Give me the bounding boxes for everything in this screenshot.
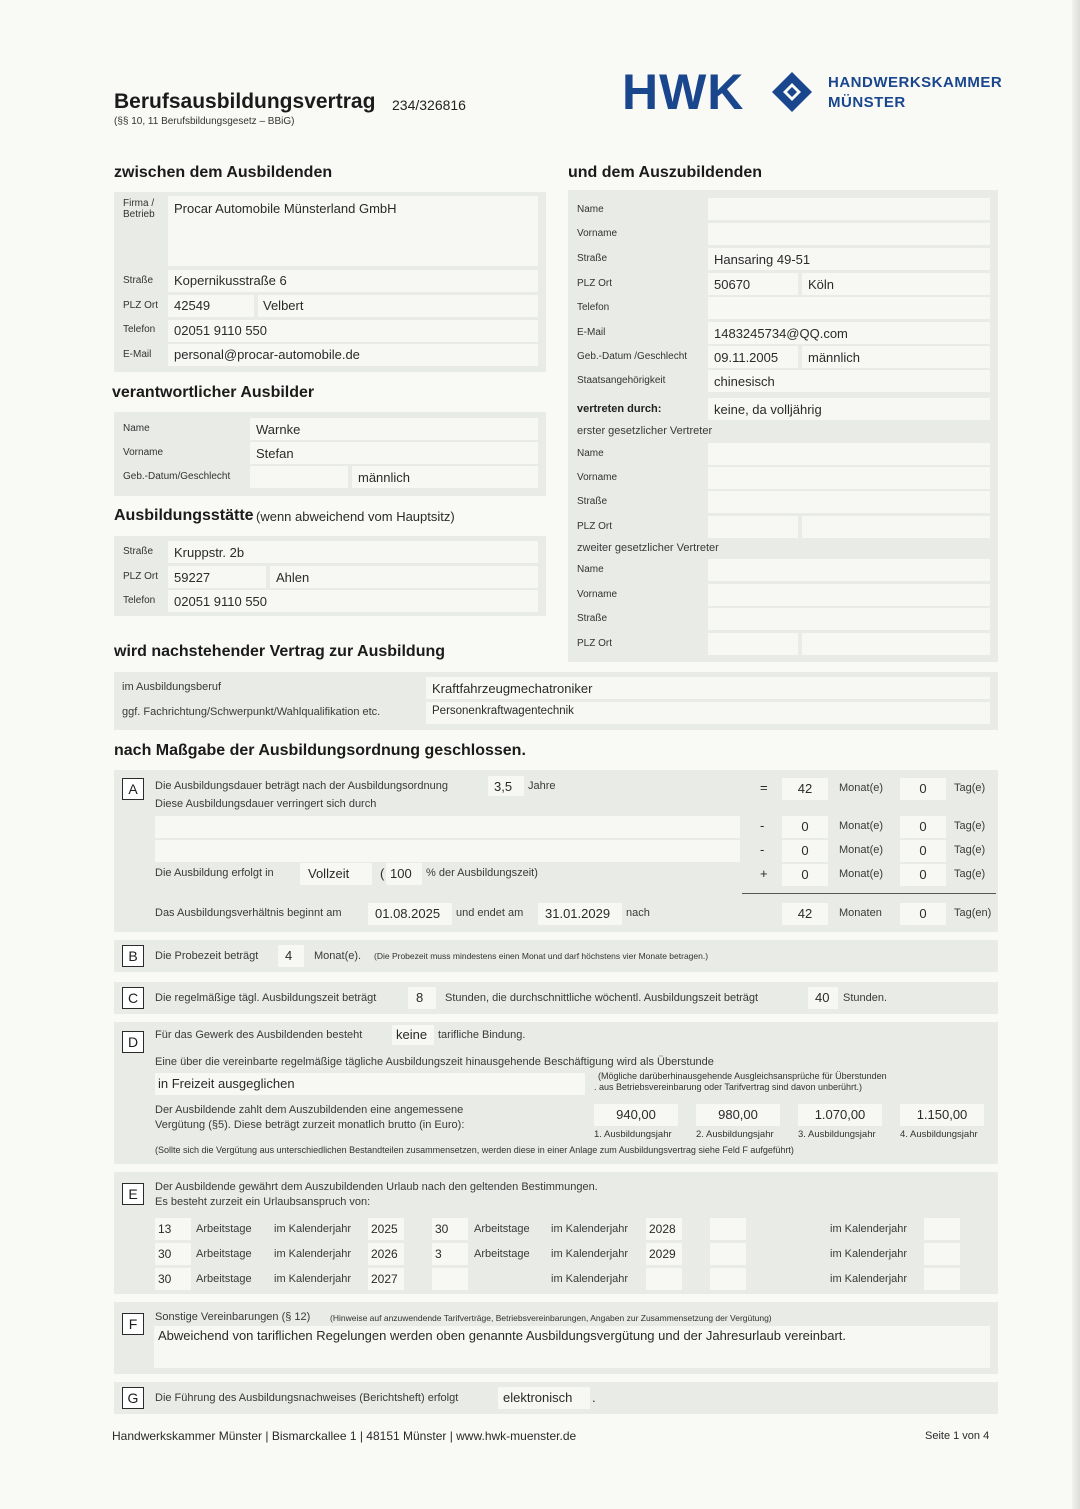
trainee-staat-label: Staatsangehörigkeit xyxy=(577,375,666,386)
vacation-days-value-2: 30 xyxy=(158,1247,172,1261)
ueberstunden-label: Eine über die vereinbarte regelmäßige tägliche Ausbildungszeit hinausgehende Beschäftigung wird als Überstunde xyxy=(155,1056,714,1068)
org-name-line2: MÜNSTER xyxy=(828,94,906,111)
verguetung-year-4-label: 4. Ausbildungsjahr xyxy=(900,1129,978,1140)
vacation-year-value-3: 2027 xyxy=(371,1272,398,1286)
trainee-ort-value: Köln xyxy=(808,277,835,292)
prozent-label: % der Ausbildungszeit) xyxy=(426,867,538,879)
contract-heading2: nach Maßgabe der Ausbildungsordnung geschlossen. xyxy=(114,742,526,759)
trainer-telefon-label: Telefon xyxy=(123,324,156,335)
probezeit-value: 4 xyxy=(285,948,293,963)
trainer-strasse-label: Straße xyxy=(123,275,154,286)
vacation-year-field-9[interactable] xyxy=(924,1268,960,1290)
trainee-staat-value: chinesisch xyxy=(714,374,775,389)
beruf-value: Kraftfahrzeugmechatroniker xyxy=(432,681,593,696)
trainee-plzort-label: PLZ Ort xyxy=(577,278,613,289)
equals-sign: = xyxy=(760,780,768,795)
section-f-letter: F xyxy=(122,1313,144,1335)
reduction2-months-unit: Monat(e) xyxy=(839,844,884,856)
site-strasse-label: Straße xyxy=(123,546,154,557)
weekly-hours-label: Stunden, die durchschnittliche wöchentl. Ausbildungszeit beträgt xyxy=(445,992,759,1004)
weekly-hours-value: 40 xyxy=(815,990,830,1005)
duration-years-unit: Jahre xyxy=(528,780,556,792)
instructor-name-label: Name xyxy=(123,423,150,434)
duration-label: Die Ausbildungsdauer beträgt nach der Ausbildungsordnung xyxy=(155,780,448,792)
hwk-logo-text: HWK xyxy=(622,64,745,120)
trainee-strasse-label: Straße xyxy=(577,253,608,264)
contract-number: 234/326816 xyxy=(392,97,466,113)
verguetung-footnote: (Sollte sich die Vergütung aus unterschiedlichen Bestandteilen zusammensetzen, werden diese in einer Anlage zum Ausbildungsvertrag siehe Feld F aufgeführt) xyxy=(155,1145,794,1155)
rep1-name-label: Name xyxy=(577,448,604,459)
trainee-vorname-label: Vorname xyxy=(577,228,618,239)
rep1-plz-field[interactable] xyxy=(708,516,798,538)
rep1-ort-field[interactable] xyxy=(802,516,990,538)
nach-label: nach xyxy=(626,907,650,919)
trainer-telefon-value: 02051 9110 550 xyxy=(174,323,268,338)
firma-value: Procar Automobile Münsterland GmbH xyxy=(174,201,397,216)
vacation-kalenderjahr-label-7: im Kalenderjahr xyxy=(830,1223,908,1235)
vacation-days-field-9[interactable] xyxy=(710,1268,746,1290)
sonstige-note: (Hinweise auf anzuwendende Tarifverträge, Betriebsvereinbarungen, Angaben zur Zusammensetzung der Vergütung) xyxy=(330,1313,772,1323)
rep2-strasse-field[interactable] xyxy=(708,608,990,630)
reduction1-days-field[interactable]: 0 xyxy=(900,816,946,838)
ueberstunden-note-1: (Mögliche darüberhinausgehende Ausgleichsansprüche für Überstunden xyxy=(598,1071,887,1081)
probezeit-note: (Die Probezeit muss mindestens einen Monat und darf höchstens vier Monate betragen.) xyxy=(374,951,709,961)
verguetung-year-1-field[interactable]: 940,00 xyxy=(594,1104,678,1126)
tarif-value: keine xyxy=(396,1027,428,1042)
instructor-heading: verantwortlicher Ausbilder xyxy=(112,384,315,401)
vacation-days-field-8[interactable] xyxy=(710,1243,746,1265)
reduction1-months-field[interactable]: 0 xyxy=(782,816,828,838)
site-telefon-value: 02051 9110 550 xyxy=(174,594,268,609)
final-days-unit: Tag(en) xyxy=(954,907,992,919)
berichtsheft-dot: . xyxy=(592,1390,596,1405)
vacation-year-field-6[interactable] xyxy=(646,1268,682,1290)
ende-label: und endet am xyxy=(456,907,524,919)
trainee-name-field[interactable] xyxy=(708,198,990,220)
minus-sign-1: - xyxy=(760,818,765,833)
vacation-kalenderjahr-label-2: im Kalenderjahr xyxy=(274,1248,352,1260)
total-months-unit: Monat(e) xyxy=(839,782,884,794)
instructor-geb-label: Geb.-Datum/Geschlecht xyxy=(123,471,231,482)
vacation-kalenderjahr-label-6: im Kalenderjahr xyxy=(551,1273,629,1285)
trainee-vorname-field[interactable] xyxy=(708,223,990,245)
rep2-name-label: Name xyxy=(577,564,604,575)
sonstige-value: Abweichend von tariflichen Regelungen werden oben genannte Ausbildungsvergütung und der Jahresurlaub vereinbart. xyxy=(158,1328,847,1343)
minus-sign-2: - xyxy=(760,842,765,857)
page-edge-shadow xyxy=(1072,0,1080,1509)
contract-heading: wird nachstehender Vertrag zur Ausbildung xyxy=(114,643,446,660)
rep1-strasse-field[interactable] xyxy=(708,491,990,513)
berichtsheft-label: Die Führung des Ausbildungsnachweises (Berichtsheft) erfolgt xyxy=(155,1392,459,1404)
vollzeit-value: Vollzeit xyxy=(308,866,350,881)
duration-years-value: 3,5 xyxy=(494,779,513,794)
trainer-plz-value: 42549 xyxy=(174,298,211,313)
rep2-vorname-field[interactable] xyxy=(708,584,990,606)
vollzeit-label: Die Ausbildung erfolgt in xyxy=(155,867,274,879)
plus-sign: + xyxy=(760,866,768,881)
site-plz-value: 59227 xyxy=(174,570,211,585)
vacation-arbeitstage-label-3: Arbeitstage xyxy=(196,1273,252,1285)
urlaub-line-1: Der Ausbildende gewährt dem Auszubildenden Urlaub nach den geltenden Bestimmungen. xyxy=(155,1181,598,1193)
vacation-kalenderjahr-label-3: im Kalenderjahr xyxy=(274,1273,352,1285)
rep1-heading: erster gesetzlicher Vertreter xyxy=(577,425,713,437)
reduction2-days-field[interactable]: 0 xyxy=(900,840,946,862)
instructor-vorname-label: Vorname xyxy=(123,447,164,458)
sonstige-label: Sonstige Vereinbarungen (§ 12) xyxy=(155,1311,311,1323)
probezeit-unit: Monat(e). xyxy=(314,950,362,962)
section-d-letter: D xyxy=(122,1031,144,1053)
reduction-label: Diese Ausbildungsdauer verringert sich durch xyxy=(155,798,377,810)
instructor-name-value: Warnke xyxy=(256,422,301,437)
vacation-kalenderjahr-label-9: im Kalenderjahr xyxy=(830,1273,908,1285)
document-title: Berufsausbildungsvertrag xyxy=(114,90,376,113)
vacation-year-value-1: 2025 xyxy=(371,1222,398,1236)
org-name-line1: HANDWERKSKAMMER xyxy=(828,74,1003,91)
tarif-label: Für das Gewerk des Ausbildenden besteht xyxy=(155,1029,363,1041)
beginn-label: Das Ausbildungsverhältnis beginnt am xyxy=(155,907,342,919)
vacation-kalenderjahr-label-5: im Kalenderjahr xyxy=(551,1248,629,1260)
plus-days-field[interactable]: 0 xyxy=(900,864,946,886)
vacation-kalenderjahr-label-4: im Kalenderjahr xyxy=(551,1223,629,1235)
vacation-year-value-2: 2026 xyxy=(371,1247,398,1261)
instructor-vorname-value: Stefan xyxy=(256,446,294,461)
trainer-strasse-value: Kopernikusstraße 6 xyxy=(174,273,287,288)
site-ort-field[interactable] xyxy=(270,566,538,588)
document-subtitle: (§§ 10, 11 Berufsbildungsgesetz – BBiG) xyxy=(114,116,295,127)
berichtsheft-value: elektronisch xyxy=(503,1390,573,1405)
total-months-field[interactable]: 42 xyxy=(782,778,828,800)
vacation-kalenderjahr-label-8: im Kalenderjahr xyxy=(830,1248,908,1260)
site-strasse-value: Kruppstr. 2b xyxy=(174,545,245,560)
reduction1-days-unit: Tag(e) xyxy=(954,820,986,832)
vacation-arbeitstage-label-1: Arbeitstage xyxy=(196,1223,252,1235)
firma-label: Firma / Betrieb xyxy=(123,198,155,220)
trainee-vertreten-label: vertreten durch: xyxy=(577,403,662,415)
vacation-days-value-1: 13 xyxy=(158,1222,172,1236)
verguetung-label-2: Vergütung (§5). Diese beträgt zurzeit monatlich brutto (in Euro): xyxy=(155,1119,465,1131)
rep2-strasse-label: Straße xyxy=(577,613,608,624)
trainee-geschlecht-value: männlich xyxy=(808,350,861,365)
final-days-field[interactable]: 0 xyxy=(900,903,946,925)
rep2-heading: zweiter gesetzlicher Vertreter xyxy=(577,542,719,554)
site-telefon-label: Telefon xyxy=(123,595,156,606)
freizeit-value: in Freizeit ausgeglichen xyxy=(158,1076,295,1091)
vacation-year-field-7[interactable] xyxy=(924,1218,960,1240)
vacation-arbeitstage-label-2: Arbeitstage xyxy=(196,1248,252,1260)
plus-months-field[interactable]: 0 xyxy=(782,864,828,886)
trainer-email-label: E-Mail xyxy=(123,349,152,360)
reduction-reason-2[interactable] xyxy=(155,840,740,862)
footer-address: Handwerkskammer Münster | Bismarckallee 1 | 48151 Münster | www.hwk-muenster.de xyxy=(112,1429,577,1443)
fachrichtung-value: Personenkraftwagentechnik xyxy=(432,705,574,717)
footer-page: Seite 1 von 4 xyxy=(925,1430,990,1442)
reduction1-months-unit: Monat(e) xyxy=(839,820,884,832)
trainer-ort-value: Velbert xyxy=(263,298,304,313)
trainer-heading: zwischen dem Ausbildenden xyxy=(114,164,333,181)
verguetung-year-4-field[interactable]: 1.150,00 xyxy=(900,1104,984,1126)
daily-hours-value: 8 xyxy=(416,990,424,1005)
weekly-hours-unit: Stunden. xyxy=(843,992,888,1004)
trainer-email-value: personal@procar-automobile.de xyxy=(174,347,360,362)
trainee-heading: und dem Auszubildenden xyxy=(568,164,763,181)
ende-value: 31.01.2029 xyxy=(545,906,611,921)
verguetung-year-1-label: 1. Ausbildungsjahr xyxy=(594,1129,672,1140)
verguetung-year-3-field[interactable]: 1.070,00 xyxy=(798,1104,882,1126)
vacation-days-field-7[interactable] xyxy=(710,1218,746,1240)
vacation-year-field-8[interactable] xyxy=(924,1243,960,1265)
verguetung-year-2-field[interactable]: 980,00 xyxy=(696,1104,780,1126)
reduction2-days-unit: Tag(e) xyxy=(954,844,986,856)
site-heading: Ausbildungsstätte xyxy=(114,507,254,524)
trainee-plz-value: 50670 xyxy=(714,277,751,292)
hwk-logo-icon xyxy=(770,70,814,114)
trainee-telefon-label: Telefon xyxy=(577,302,610,313)
rep1-vorname-field[interactable] xyxy=(708,467,990,489)
trainee-geb-value: 09.11.2005 xyxy=(714,350,779,365)
plus-months-unit: Monat(e) xyxy=(839,868,884,880)
final-months-unit: Monaten xyxy=(839,907,882,919)
trainee-name-label: Name xyxy=(577,204,604,215)
prozent-value: 100 xyxy=(390,866,412,881)
section-g-letter: G xyxy=(122,1387,144,1409)
reduction2-months-field[interactable]: 0 xyxy=(782,840,828,862)
vacation-kalenderjahr-label-1: im Kalenderjahr xyxy=(274,1223,352,1235)
site-heading-note: (wenn abweichend vom Hauptsitz) xyxy=(256,509,455,524)
rep1-plzort-label: PLZ Ort xyxy=(577,521,613,532)
sum-line xyxy=(742,893,996,894)
vacation-arbeitstage-label-5: Arbeitstage xyxy=(474,1248,530,1260)
prozent-open: ( xyxy=(380,866,385,881)
probezeit-label: Die Probezeit beträgt xyxy=(155,950,259,962)
fachrichtung-label: ggf. Fachrichtung/Schwerpunkt/Wahlqualifikation etc. xyxy=(122,706,381,718)
verguetung-label-1: Der Ausbildende zahlt dem Auszubildenden eine angemessene xyxy=(155,1104,464,1116)
verguetung-year-2-label: 2. Ausbildungsjahr xyxy=(696,1129,774,1140)
trainer-plzort-label: PLZ Ort xyxy=(123,300,159,311)
beruf-label: im Ausbildungsberuf xyxy=(122,681,222,693)
rep2-ort-field[interactable] xyxy=(802,633,990,655)
vacation-days-value-5: 3 xyxy=(435,1247,442,1261)
vacation-year-value-5: 2029 xyxy=(649,1247,676,1261)
final-months-field[interactable]: 42 xyxy=(782,903,828,925)
trainee-geb-label: Geb.-Datum /Geschlecht xyxy=(577,351,688,362)
trainee-email-label: E-Mail xyxy=(577,327,606,338)
rep2-plzort-label: PLZ Ort xyxy=(577,638,613,649)
total-days-unit: Tag(e) xyxy=(954,782,986,794)
vacation-days-field-6[interactable] xyxy=(432,1268,468,1290)
rep2-vorname-label: Vorname xyxy=(577,589,618,600)
rep1-name-field[interactable] xyxy=(708,443,990,465)
total-days-field[interactable]: 0 xyxy=(900,778,946,800)
section-a-letter: A xyxy=(122,778,144,800)
reduction-reason-1[interactable] xyxy=(155,816,740,838)
site-plzort-label: PLZ Ort xyxy=(123,571,159,582)
rep1-strasse-label: Straße xyxy=(577,496,608,507)
trainee-strasse-value: Hansaring 49-51 xyxy=(714,252,811,267)
trainee-telefon-field[interactable] xyxy=(708,297,990,319)
instructor-geb-field[interactable] xyxy=(250,466,348,488)
ueberstunden-note-2: . aus Betriebsvereinbarung oder Tarifvertrag sind davon unberührt.) xyxy=(594,1082,862,1092)
vacation-year-value-4: 2028 xyxy=(649,1222,676,1236)
trainee-email-value: 1483245734@QQ.com xyxy=(714,326,848,341)
section-b-letter: B xyxy=(122,945,144,967)
beginn-value: 01.08.2025 xyxy=(375,906,441,921)
site-ort-value: Ahlen xyxy=(276,570,310,585)
verguetung-year-3-label: 3. Ausbildungsjahr xyxy=(798,1129,876,1140)
rep2-name-field[interactable] xyxy=(708,559,990,581)
daily-hours-label: Die regelmäßige tägl. Ausbildungszeit beträgt xyxy=(155,992,377,1004)
vacation-days-value-4: 30 xyxy=(435,1222,449,1236)
trainee-vertreten-value: keine, da volljährig xyxy=(714,402,822,417)
instructor-geschlecht-value: männlich xyxy=(358,470,411,485)
vacation-days-value-3: 30 xyxy=(158,1272,172,1286)
section-e-letter: E xyxy=(122,1183,144,1205)
plus-days-unit: Tag(e) xyxy=(954,868,986,880)
tarif-label-end: tarifliche Bindung. xyxy=(438,1029,526,1041)
rep1-vorname-label: Vorname xyxy=(577,472,618,483)
section-c-letter: C xyxy=(122,987,144,1009)
rep2-plz-field[interactable] xyxy=(708,633,798,655)
urlaub-line-2: Es besteht zurzeit ein Urlaubsanspruch von: xyxy=(155,1196,371,1208)
vacation-arbeitstage-label-4: Arbeitstage xyxy=(474,1223,530,1235)
